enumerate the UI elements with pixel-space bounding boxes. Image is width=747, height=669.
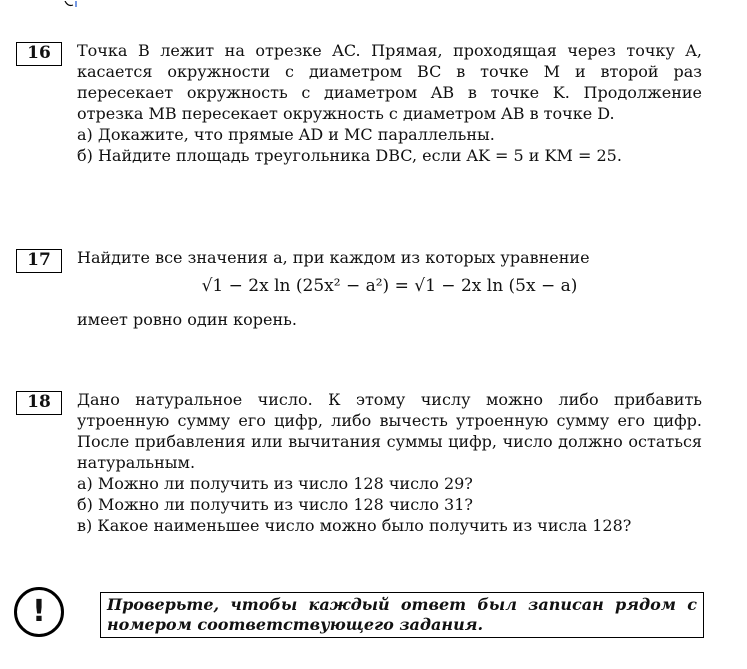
problem-text: Дано натуральное число. К этому числу можно либо прибавить утроенную сумму его цифр, либо вычесть утроенную сумму его цифр. После прибавления или вычитания суммы цифр, число должно остаться натуральным. — [77, 390, 702, 472]
problem-number: 16 — [16, 42, 62, 66]
problem-number: 18 — [16, 391, 62, 415]
part-a: а) Можно ли получить из число 128 число 29? — [77, 474, 473, 493]
problem-16 — [16, 40, 702, 166]
problem-text: Точка B лежит на отрезке AC. Прямая, проходящая через точку A, касается окружности с диаметром BC в точке M и второй раз пересекает окружность с диаметром AB в точке K. Продолжение отрезка MB пересекает окружность с диаметром AB в точке D. — [77, 41, 702, 123]
top-edge-mark — [64, 0, 78, 2]
problem-17 — [16, 247, 702, 330]
part-b: б) Найдите площадь треугольника DBC, если AK = 5 и KM = 25. — [77, 146, 622, 165]
notice-text: Проверьте, чтобы каждый ответ был записан рядом с номером соответствующего задания. — [100, 592, 704, 638]
equation: √1 − 2x ln (25x² − a²) = √1 − 2x ln (5x − a) — [201, 276, 578, 296]
problem-number: 17 — [16, 249, 62, 273]
problem-18 — [16, 389, 702, 536]
part-c: в) Какое наименьшее число можно было получить из числа 128? — [77, 516, 632, 535]
notice — [14, 585, 704, 637]
exclamation-icon: ! — [14, 587, 64, 637]
problem-text: Найдите все значения a, при каждом из которых уравнение — [77, 248, 590, 267]
part-b: б) Можно ли получить из число 128 число 31? — [77, 495, 473, 514]
problem-text-end: имеет ровно один корень. — [77, 310, 297, 329]
part-a: а) Докажите, что прямые AD и MC параллельны. — [77, 125, 495, 144]
